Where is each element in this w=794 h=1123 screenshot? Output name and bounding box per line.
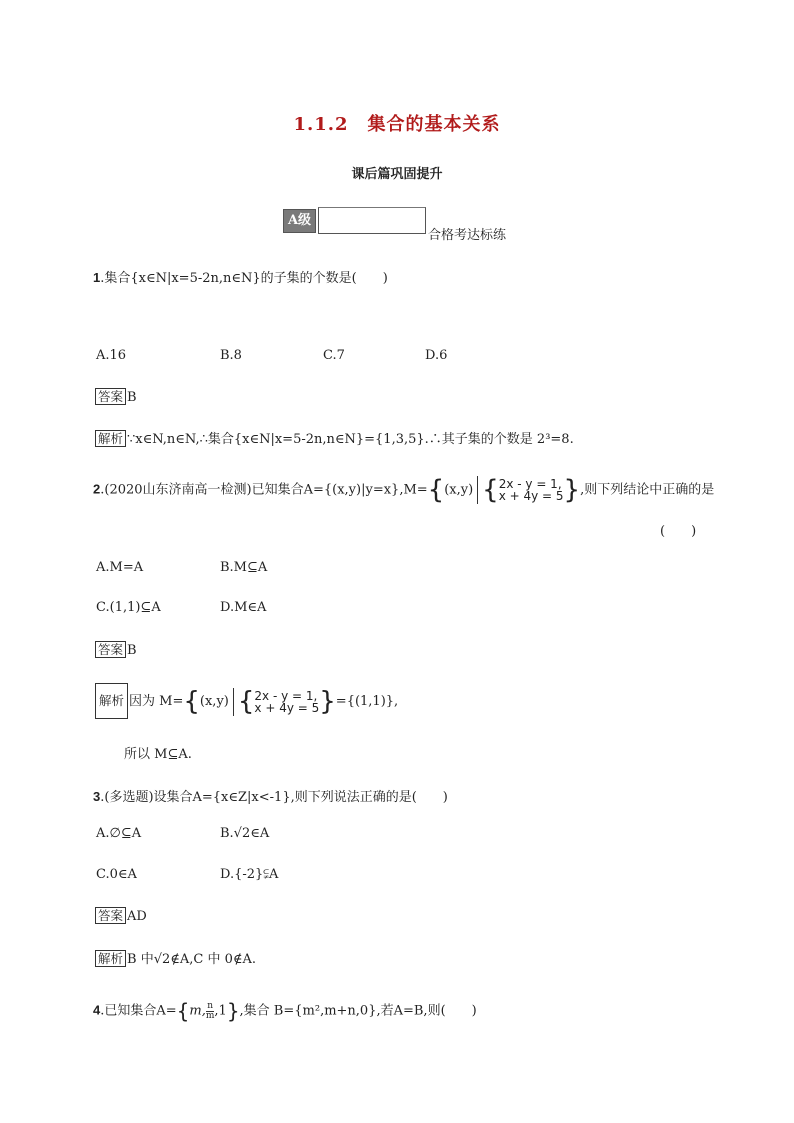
answer-value: AD	[127, 909, 147, 924]
q1-analysis	[95, 428, 574, 447]
answer-value: B	[127, 390, 137, 405]
answer-tag: 答案	[95, 641, 126, 658]
level-badge: A级	[283, 209, 316, 233]
question-2	[93, 476, 714, 504]
q3-option-c: C.0∈A	[96, 867, 137, 882]
analysis-text: B 中√2∉A,C 中 0∉A.	[127, 952, 257, 967]
set-divider	[233, 688, 234, 716]
answer-value: B	[127, 643, 137, 658]
analysis-conclusion: 所以 M⊆A.	[124, 747, 192, 762]
question-number: 4	[93, 1002, 101, 1018]
question-stem-a: .(2020山东济南高一检测)已知集合A={(x,y)|y=x},M=	[100, 482, 428, 498]
analysis-tag: 解析	[95, 683, 128, 719]
question-stem-b: ,则下列结论中正确的是	[580, 482, 715, 498]
page-title: 1.1.2 集合的基本关系	[293, 114, 501, 135]
question-3	[93, 786, 448, 805]
analysis-tag: 解析	[95, 430, 126, 447]
question-stem: .集合{x∈N|x=5-2n,n∈N}的子集的个数是( )	[100, 271, 388, 286]
answer-tag: 答案	[95, 388, 126, 405]
analysis-tag: 解析	[95, 950, 126, 967]
right-brace-icon: }	[226, 999, 240, 1023]
level-box	[318, 207, 426, 234]
q3-option-d: D.{-2}⫋A	[220, 867, 279, 882]
equation-system	[499, 478, 564, 502]
q3-option-b: B.√2∈A	[220, 826, 270, 841]
question-stem: .(多选题)设集合A={x∈Z|x<-1},则下列说法正确的是( )	[100, 790, 448, 805]
question-1	[93, 267, 388, 286]
fraction-denominator: m	[205, 1010, 215, 1021]
set-divider	[477, 476, 478, 504]
set-element: (x,y)	[199, 694, 229, 709]
analysis-text-a: 因为 M=	[129, 694, 184, 709]
equation-2: x + 4y = 5	[498, 489, 564, 503]
left-brace-icon: {	[183, 686, 200, 717]
answer-paren: ( )	[660, 524, 697, 539]
set-part-b: ,1	[214, 1003, 227, 1019]
equation-1: 2x - y = 1,	[498, 477, 562, 491]
q1-option-b: B.8	[220, 348, 242, 363]
question-number: 1	[93, 270, 101, 285]
left-brace-icon: {	[176, 999, 190, 1023]
equation-2: x + 4y = 5	[254, 700, 320, 715]
q2-option-c: C.(1,1)⊆A	[96, 600, 161, 615]
set-part-a: m,	[189, 1003, 206, 1019]
q1-option-a: A.16	[96, 348, 127, 363]
equation-1: 2x - y = 1,	[254, 688, 318, 703]
question-stem-a: .已知集合A=	[100, 1003, 177, 1019]
question-stem-b: ,集合 B={m²,m+n,0},若A=B,则( )	[239, 1003, 477, 1019]
q3-option-a: A.∅⊆A	[96, 826, 142, 841]
q2-answer	[95, 641, 137, 658]
q3-answer	[95, 907, 147, 924]
question-number: 2	[93, 481, 101, 497]
q1-answer	[95, 388, 137, 405]
q2-option-a: A.M=A	[96, 560, 144, 575]
page-subtitle: 课后篇巩固提升	[351, 167, 443, 182]
q3-analysis	[95, 948, 256, 967]
set-element: (x,y)	[444, 482, 474, 498]
equation-system	[254, 690, 319, 714]
analysis-text: ∵x∈N,n∈N,∴集合{x∈N|x=5-2n,n∈N}={1,3,5}.∴其子集的个数是 2³=8.	[127, 432, 574, 447]
right-brace-icon: }	[319, 686, 336, 717]
right-brace-icon: }	[563, 475, 581, 505]
q1-option-c: C.7	[323, 348, 345, 363]
q2-option-b: B.M⊆A	[220, 560, 268, 575]
level-label: 合格考达标练	[428, 228, 507, 243]
system-brace-icon: {	[482, 475, 499, 505]
answer-tag: 答案	[95, 907, 126, 924]
q2-option-d: D.M∈A	[220, 600, 267, 615]
fraction-numerator: n	[207, 1000, 214, 1011]
question-4	[93, 998, 477, 1024]
q2-analysis	[95, 683, 398, 719]
left-brace-icon: {	[427, 475, 445, 505]
system-brace-icon: {	[237, 686, 255, 717]
q1-option-d: D.6	[425, 348, 448, 363]
question-number: 3	[93, 789, 101, 804]
analysis-text-b: ={(1,1)},	[335, 694, 399, 709]
